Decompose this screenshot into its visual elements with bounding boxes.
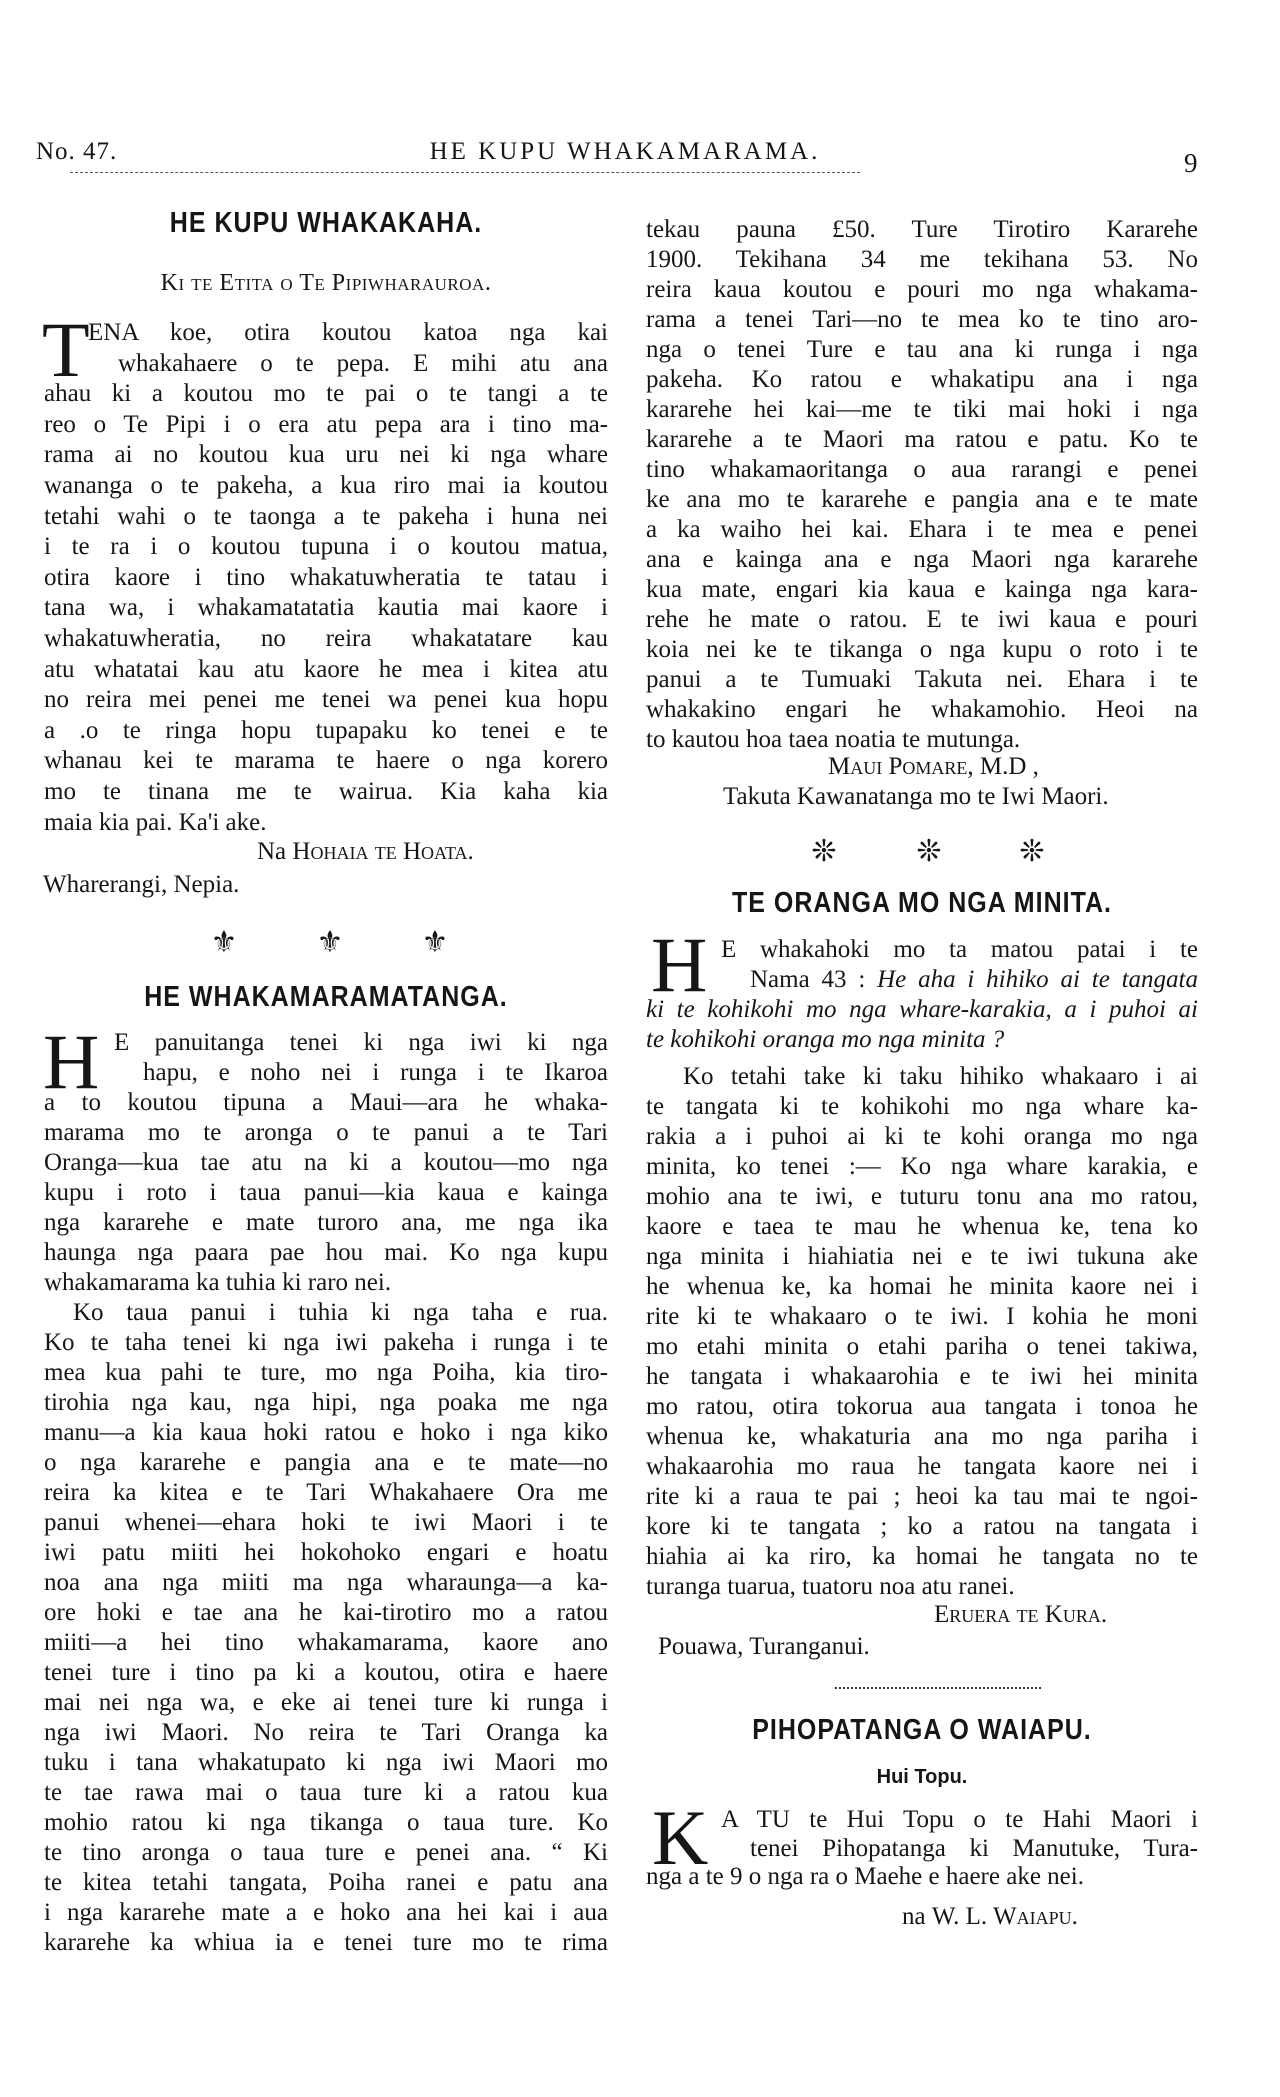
fleur-de-lis-icon: ⚜ — [210, 926, 238, 959]
text-line: atu whatatai kau atu kaore he mea i kitea atu — [44, 655, 608, 683]
text-line: E panuitanga tenei ki nga iwi ki nga — [114, 1029, 608, 1056]
text-line: mohio ana te iwi, e tuturu tonu ana mo ratou, — [646, 1183, 1198, 1210]
text-line: whakakino engari he whakamohio. Heoi na — [646, 696, 1198, 723]
text-line: ana e kainga ana e nga Maori nga kararehe — [646, 546, 1198, 573]
text-line: miiti—a hei tino whakamarama, kaore ano — [44, 1629, 608, 1656]
text-line: tetahi wahi o te taonga a te pakeha i huna nei — [44, 502, 608, 530]
text-line: marama mo te aronga o te panui a te Tari — [44, 1119, 608, 1146]
text-line: he whenua ke, ka homai he minita kaore nei i — [646, 1273, 1198, 1300]
italic-text-segment: He aha i hihiko ai te tangata — [877, 966, 1198, 993]
text-line: reira ka kitea e te Tari Whakahaere Ora me — [44, 1479, 608, 1506]
drop-cap: K — [652, 1794, 709, 1881]
text-line: rama ai no koutou kua uru nei ki nga whare — [44, 441, 608, 469]
text-line: iwi patu miiti hei hokohoko engari e hoatu — [44, 1539, 608, 1566]
text-line: rehe he mate o ratou. E te iwi kaua e pouri — [646, 606, 1198, 633]
signature-name: W. L. Waiapu. — [931, 1903, 1078, 1930]
asterisk-ornament-icon: ❊ — [1019, 835, 1045, 868]
location: Wharerangi, Nepia. — [43, 871, 240, 898]
article-title: HE WHAKAMARAMATANGA. — [144, 980, 508, 1014]
text-line: tuku i tana whakatupato ki nga iwi Maori mo — [44, 1749, 608, 1776]
text-line: nga kararehe e mate turoro ana, me nga ika — [44, 1209, 608, 1236]
text-line: mea kua pahi te ture, mo nga Poiha, kia tiro- — [44, 1359, 608, 1386]
article-subtitle: Hui Topu. — [876, 1766, 968, 1788]
signature — [902, 1902, 1078, 1932]
text-line: wananga o te pakeha, a kua riro mai ia koutou — [44, 471, 608, 499]
text-line: rite ki a raua te pai ; heoi ka tau mai te ngoi- — [646, 1483, 1198, 1510]
text-line: reira kaua koutou e pouri mo nga whakama- — [646, 276, 1198, 303]
text-line: tirohia nga kau, nga hipi, nga poaka me nga — [44, 1389, 608, 1416]
text-line: ke ana mo te kararehe e pangia ana e te mate — [646, 486, 1198, 513]
text-line: rakia a i puhoi ai ki te kohi oranga mo nga — [646, 1123, 1198, 1150]
text-line: nga iwi Maori. No reira te Tari Oranga ka — [44, 1719, 608, 1746]
text-line: he tangata i whakaarohia e te iwi hei minita — [646, 1363, 1198, 1390]
article-paragraph — [646, 1062, 1198, 1602]
text-line: whakahaere o te pepa. E mihi atu ana — [118, 349, 608, 377]
signature-prefix: Na — [257, 838, 287, 865]
text-line — [646, 995, 1198, 1025]
article-paragraph-continued — [646, 215, 1198, 755]
text-line: ahau ki a koutou mo te pai o te tangi a te — [44, 380, 608, 408]
text-line: kararehe hei kai—me te tiki mai hoki i nga — [646, 396, 1198, 423]
text-line: mo etahi minita o etahi pariha o tenei takiwa, — [646, 1333, 1198, 1360]
text-line: nga o tenei Ture e tau ana ki runga i nga — [646, 336, 1198, 363]
text-line: mo ratou, otira tokorua aua tangata i tonoa he — [646, 1393, 1198, 1420]
text-line — [646, 965, 1198, 995]
text-segment: Nama 43 : — [750, 966, 878, 993]
signature-name: Hohaia te Hoata. — [292, 838, 474, 865]
article-paragraph — [44, 1028, 608, 1298]
issue-number: No. 47. — [36, 138, 118, 165]
text-line: whakamarama ka tuhia ki raro nei. — [44, 1269, 392, 1296]
text-line: i te ra i o koutou tupuna i o koutou matua, — [44, 533, 608, 561]
article-subtitle: Ki te Etita o Te Pipiwharauroa. — [160, 270, 492, 296]
text-line: Ko taua panui i tuhia ki nga taha e rua. — [73, 1299, 608, 1326]
signature: Eruera te Kura. — [934, 1601, 1108, 1628]
text-line: Ko tetahi take ki taku hihiko whakaaro i ai — [683, 1063, 1198, 1090]
text-line: te kitea tetahi tangata, Poiha ranei e patu ana — [44, 1869, 608, 1896]
text-line: kore ki te tangata ; ko a ratou na tangata i — [646, 1513, 1198, 1540]
article-title: HE KUPU WHAKAKAHA. — [169, 206, 483, 240]
text-line: kararehe a te Maori ma ratou e patu. Ko te — [646, 426, 1198, 453]
drop-cap: H — [43, 1018, 100, 1105]
drop-cap: H — [651, 921, 708, 1008]
text-line: o nga kararehe e pangia ana e te mate—no — [44, 1449, 608, 1476]
text-line: panui a te Tumuaki Takuta nei. Ehara i te — [646, 666, 1198, 693]
asterisk-ornament-icon: ❊ — [811, 835, 837, 868]
text-line: a to koutou tipuna a Maui—ara he whaka- — [44, 1089, 608, 1116]
text-line: tekau pauna £50. Ture Tirotiro Kararehe — [646, 216, 1198, 243]
text-line: a ka waiho hei kai. Ehara i te mea e penei — [646, 516, 1198, 543]
text-line: tenei Pihopatanga ki Manutuke, Tura- — [750, 1834, 1198, 1862]
text-line: A TU te Hui Topu o te Hahi Maori i — [721, 1806, 1198, 1833]
text-line: Oranga—kua tae atu na ki a koutou—mo nga — [44, 1149, 608, 1176]
text-line: ore hoki e tae ana he kai-tirotiro mo a ratou — [44, 1599, 608, 1626]
text-line: reo o Te Pipi i o era atu pepa ara i tino ma- — [44, 410, 608, 438]
text-line: haunga nga paara pae hou mai. Ko nga kupu — [44, 1239, 608, 1266]
text-line: hapu, e noho nei i runga i te Ikaroa — [143, 1059, 608, 1086]
page-number: 9 — [1184, 148, 1198, 178]
text-line: whenua ke, whakaturia ana mo nga pariha i — [646, 1423, 1198, 1450]
asterisk-ornament-icon: ❊ — [916, 835, 942, 868]
text-line: panui whenei—ehara hoki te iwi Maori i te — [44, 1509, 608, 1536]
signature-prefix: na — [902, 1903, 926, 1930]
text-line: no reira mei penei me tenei wa penei kua hopu — [44, 686, 608, 714]
text-line: mo te tinana me te wairua. Kia kaha kia — [44, 777, 608, 805]
text-line — [646, 1025, 1198, 1055]
text-line: to kautou hoa taea noatia te mutunga. — [646, 726, 1021, 753]
signature: Maui Pomare, M.D , — [828, 753, 1039, 780]
text-line: maia kia pai. Ka'i ake. — [44, 808, 267, 836]
text-line: turanga tuarua, tuatoru noa atu ranei. — [646, 1573, 1015, 1600]
text-line: whanau kei te marama te haere o nga korero — [44, 747, 608, 775]
text-line: tino whakamaoritanga o aua rarangi e penei — [646, 456, 1198, 483]
text-line: kararehe ka whiua ia e tenei ture mo te rima — [44, 1929, 608, 1956]
header-rule — [70, 172, 860, 173]
text-line: kupu i roto i taua panui—kia kaua e kainga — [44, 1179, 608, 1206]
location: Pouawa, Turanganui. — [658, 1633, 870, 1660]
fleur-de-lis-icon: ⚜ — [316, 926, 344, 959]
text-line: te tae rawa mai o taua ture ki a ratou kua — [44, 1779, 608, 1806]
text-line: E whakahoki mo ta matou patai i te — [721, 936, 1198, 963]
drop-cap: T — [42, 306, 90, 393]
text-line: rite ki te whakaaro o te iwi. I kohia he moni — [646, 1303, 1198, 1330]
signature-title: Takuta Kawanatanga mo te Iwi Maori. — [723, 783, 1109, 810]
text-line: a .o te ringa hopu tupapaku ko tenei e te — [44, 716, 608, 744]
text-line: noa ana nga miiti ma nga wharaunga—a ka- — [44, 1569, 608, 1596]
italic-text-segment: ki te kohikohi mo nga whare-karakia, a i puhoi ai — [646, 996, 1198, 1023]
text-line: manu—a kia kaua hoki ratou e hoko i nga kiko — [44, 1419, 608, 1446]
text-line: te tangata ki te kohikohi mo nga whare ka- — [646, 1093, 1198, 1120]
text-line: tana wa, i whakamatatatia kautia mai kaore i — [44, 594, 608, 622]
article-title: PIHOPATANGA O WAIAPU. — [752, 1713, 1092, 1747]
text-line: 1900. Tekihana 34 me tekihana 53. No — [646, 246, 1198, 273]
article-paragraph — [646, 935, 1198, 1055]
article-paragraph — [646, 1806, 1198, 1892]
text-line: te tino aronga o taua ture e penei ana. “ Ki — [44, 1839, 608, 1866]
text-line: minita, ko tenei :— Ko nga whare karakia, e — [646, 1153, 1198, 1180]
text-line: nga a te 9 o nga ra o Maehe e haere ake nei. — [646, 1863, 1084, 1890]
text-line: whakatuwheratia, no reira whakatatare kau — [44, 624, 608, 652]
article-paragraph — [44, 318, 608, 838]
fleur-de-lis-icon: ⚜ — [421, 926, 449, 959]
text-line: kua mate, engari kia kaua e kainga nga kara- — [646, 576, 1198, 603]
text-line: nga minita i hiahiatia nei e te iwi tukuna ake — [646, 1243, 1198, 1270]
text-line: mai nei nga wa, e eke ai tenei ture ki runga i — [44, 1689, 608, 1716]
text-line: mohio ratou ki nga tikanga o taua ture. Ko — [44, 1809, 608, 1836]
italic-text-segment: te kohikohi oranga mo nga minita ? — [646, 1026, 1005, 1053]
text-line: pakeha. Ko ratou e whakatipu ana i nga — [646, 366, 1198, 393]
text-line: i nga kararehe mate a e hoko ana hei kai i aua — [44, 1899, 608, 1926]
ornamental-divider — [835, 1687, 1041, 1689]
text-line: hiahia ai ka riro, ka homai he tangata no te — [646, 1543, 1198, 1570]
text-line: tenei ture i tino pa ki a koutou, otira e haere — [44, 1659, 608, 1686]
running-title: HE KUPU WHAKAMARAMA. — [429, 138, 821, 165]
article-title: TE ORANGA MO NGA MINITA. — [732, 886, 1112, 920]
text-line: otira kaore i tino whakatuwheratia te tatau i — [44, 563, 608, 591]
text-line: koia nei ke te tikanga o nga kupu o roto i te — [646, 636, 1198, 663]
text-line: Ko te taha tenei ki nga iwi pakeha i runga i te — [44, 1329, 608, 1356]
text-line: ENA koe, otira koutou katoa nga kai — [88, 319, 608, 346]
signature — [257, 837, 474, 867]
text-line: rama a tenei Tari—no te mea ko te tino aro- — [646, 306, 1198, 333]
text-line: kaore e taea te mau he whenua ke, tena ko — [646, 1213, 1198, 1240]
text-line: whakaarohia mo raua he tangata kaore nei i — [646, 1453, 1198, 1480]
article-paragraph — [44, 1298, 608, 1958]
